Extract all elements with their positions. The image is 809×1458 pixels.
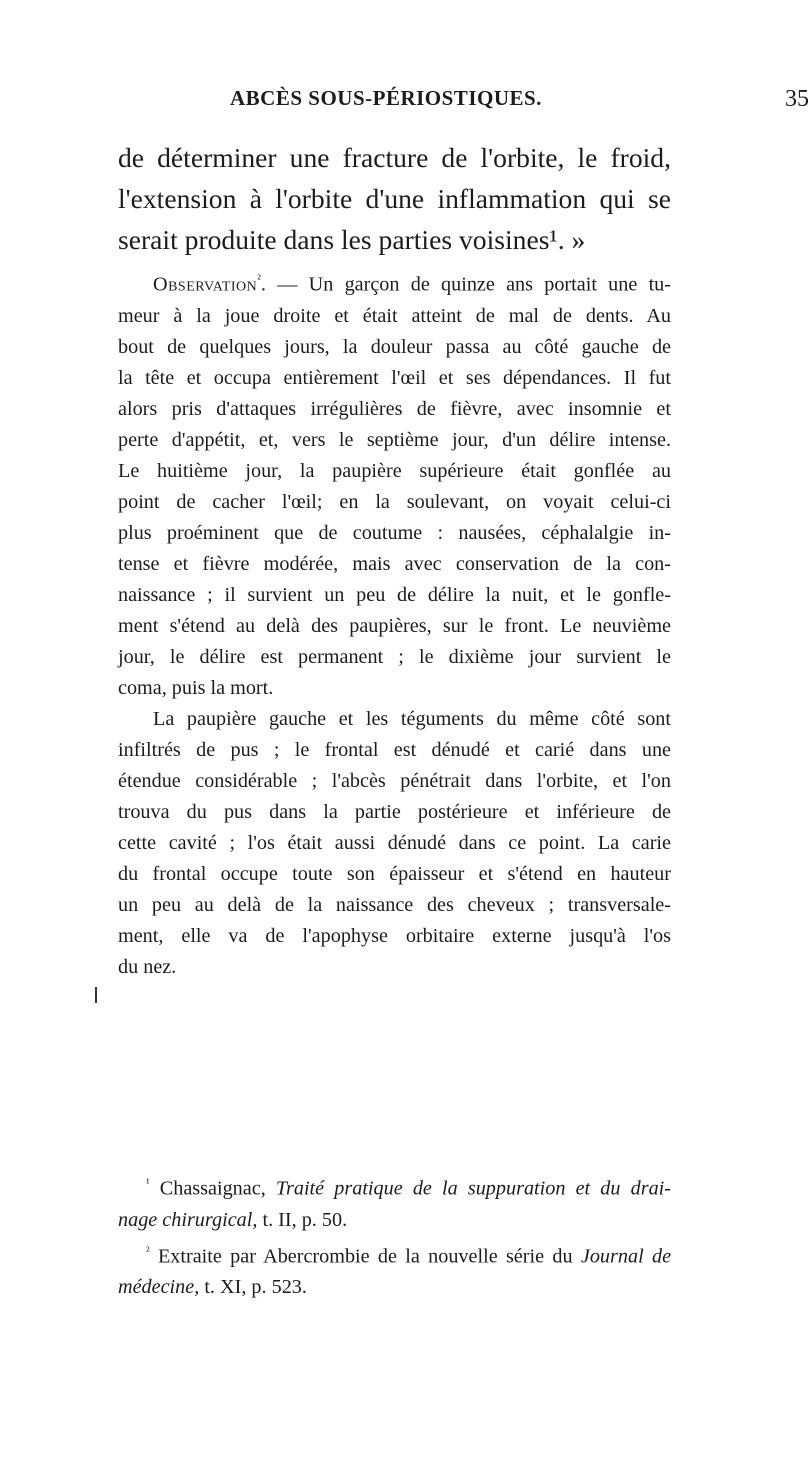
footnote-journal: médecine, <box>118 1276 200 1299</box>
text-line: cette cavité ; l'os était aussi dénudé dans ce point. La carie <box>118 831 671 854</box>
text-line: étendue considérable ; l'abcès pénétrait dans l'orbite, et l'on <box>118 769 671 792</box>
text-line: Le huitième jour, la paupière supérieure était gonflée au <box>118 459 671 482</box>
footnote-marker: ¹ <box>146 1176 150 1190</box>
page-number: 35 <box>785 86 809 112</box>
footnote-marker: ² <box>146 1243 150 1258</box>
footnote-journal: Journal de <box>580 1245 672 1268</box>
text-line: serait produite dans les parties voisines¹. » <box>118 224 586 255</box>
margin-mark <box>95 987 97 1003</box>
text-line: point de cacher l'œil; en la soulevant, on voyait celui-ci <box>118 490 671 513</box>
text-line: La paupière gauche et les téguments du même côté sont <box>153 707 671 730</box>
text-line: alors pris d'attaques irrégulières de fièvre, avec insomnie et <box>118 397 671 420</box>
footnote-1-line-1 <box>118 1168 671 1205</box>
text-line: infiltrés de pus ; le frontal est dénudé et carié dans une <box>118 738 671 761</box>
text-line: trouva du pus dans la partie postérieure et inférieure de <box>118 800 671 823</box>
text-line: coma, puis la mort. <box>118 676 274 699</box>
intro-paragraph <box>118 137 671 260</box>
text-line: bout de quelques jours, la douleur passa au côté gauche de <box>118 335 671 358</box>
observation-label: Observation <box>153 273 258 296</box>
text-line: ment s'étend au delà des paupières, sur le front. Le neuvième <box>118 614 671 637</box>
text-line: plus proéminent que de coutume : nausées, céphalalgie in- <box>118 521 671 544</box>
text-line: un peu au delà de la naissance des cheveux ; transversale- <box>118 893 671 916</box>
footnote-ref-text: t. XI, p. 523. <box>204 1276 307 1299</box>
text-line: meur à la joue droite et était atteint de mal de dents. Au <box>118 304 671 327</box>
text-line: jour, le délire est permanent ; le dixième jour survient le <box>118 645 671 668</box>
observation-first-line <box>118 264 671 301</box>
footnote-2-line-2 <box>118 1272 671 1303</box>
text-line: ment, elle va de l'apophyse orbitaire externe jusqu'à l'os <box>118 924 671 947</box>
text-line: naissance ; il survient un peu de délire la nuit, et le gonfle- <box>118 583 671 606</box>
text-line: l'extension à l'orbite d'une inflammation qui se <box>118 183 671 214</box>
observation-block <box>118 264 671 983</box>
text-line: perte d'appétit, et, vers le septième jour, d'un délire intense. <box>118 428 671 451</box>
page-header <box>230 86 809 116</box>
footnote-title: Traité pratique de la suppuration et du drai- <box>275 1177 671 1200</box>
text-line: la tête et occupa entièrement l'œil et ses dépendances. Il fut <box>118 366 671 389</box>
footnote-text: Extraite par Abercrombie de la nouvelle série du <box>157 1245 573 1268</box>
text-line: tense et fièvre modérée, mais avec conservation de la con- <box>118 552 671 575</box>
footnote-author: Chassaignac, <box>159 1177 266 1200</box>
footnote-ref-text: t. II, p. 50. <box>262 1208 348 1231</box>
text-line: . — Un garçon de quinze ans portait une tu- <box>260 273 671 296</box>
running-title: ABCÈS SOUS-PÉRIOSTIQUES. <box>230 86 542 110</box>
footnote-title: nage chirurgical, <box>118 1208 258 1231</box>
text-line: de déterminer une fracture de l'orbite, le froid, <box>118 142 671 173</box>
text-line: du nez. <box>118 955 177 978</box>
footnote-2-line-1 <box>118 1236 671 1273</box>
text-line: du frontal occupe toute son épaisseur et s'étend en hauteur <box>118 862 671 885</box>
footnote-1-line-2 <box>118 1205 671 1236</box>
footnote-ref: ² <box>257 272 261 286</box>
footnotes <box>118 1168 671 1303</box>
